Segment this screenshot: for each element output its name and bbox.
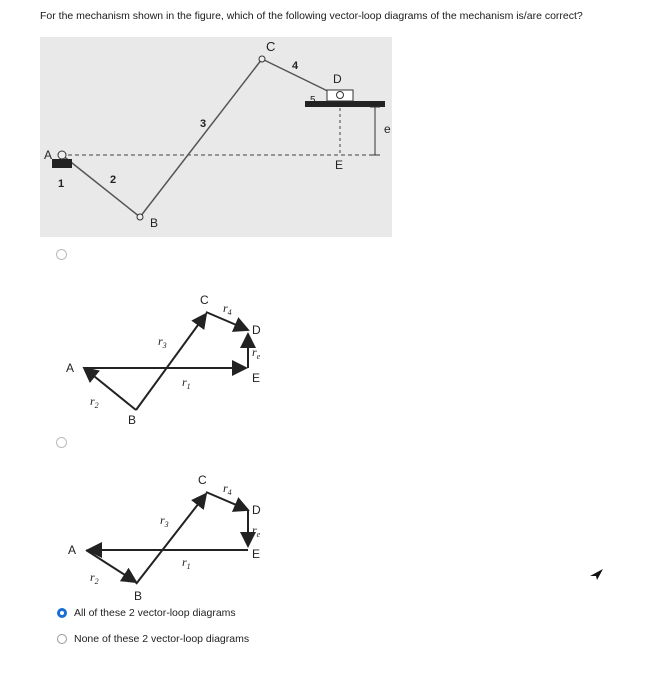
option-all-radio[interactable]	[57, 608, 67, 618]
d1-r2-label: $r_2$	[90, 394, 99, 410]
option-all-label: All of these 2 vector-loop diagrams	[74, 607, 236, 619]
mechanism-figure	[40, 37, 392, 237]
d1-point-A: A	[66, 361, 75, 375]
d2-point-E: E	[252, 547, 261, 561]
vector-loop-diagram-1	[60, 290, 310, 430]
option-none-diagrams[interactable]	[57, 633, 249, 645]
d1-point-D: D	[252, 323, 261, 337]
d2-point-B: B	[134, 589, 143, 603]
point-E-label: E	[335, 158, 344, 172]
d1-re-label: $r_e$	[252, 345, 261, 361]
link3-label: 3	[200, 118, 207, 130]
vector-loop-diagram-2	[60, 466, 310, 606]
dimension-e-label: e	[384, 122, 391, 136]
d1-point-C: C	[200, 293, 209, 307]
d1-r3-label: $r_3$	[158, 334, 167, 350]
option-none-label: None of these 2 vector-loop diagrams	[74, 633, 250, 645]
link4-label: 4	[292, 60, 299, 72]
link2-label: 2	[110, 174, 117, 186]
mouse-cursor-icon	[590, 568, 604, 582]
d2-point-A: A	[68, 543, 77, 557]
mechanism-drawing	[40, 37, 392, 237]
option-radio-diagram2[interactable]	[56, 437, 67, 448]
d2-point-D: D	[252, 503, 261, 517]
d2-point-C: C	[198, 473, 207, 487]
option-none-radio[interactable]	[57, 634, 67, 644]
d1-r1-label: $r_1$	[182, 375, 191, 391]
d2-re-label: $r_e$	[252, 523, 261, 539]
point-C-label: C	[266, 39, 276, 54]
point-D-label: D	[333, 72, 342, 86]
link5-label: 5	[310, 95, 316, 106]
question-text: For the mechanism shown in the figure, which of the following vector-loop diagrams of the mechanism is/are correct?	[40, 10, 583, 22]
d1-point-E: E	[252, 371, 261, 385]
d1-point-B: B	[128, 413, 137, 427]
link1-label: 1	[58, 178, 65, 190]
d1-r4-label: $r_4$	[223, 301, 232, 317]
d2-r1-label: $r_1$	[182, 555, 191, 571]
point-A-label: A	[44, 148, 53, 162]
point-B-label: B	[150, 216, 159, 230]
option-radio-diagram1[interactable]	[56, 249, 67, 260]
d2-r3-label: $r_3$	[160, 513, 169, 529]
d2-r2-label: $r_2$	[90, 570, 99, 586]
d2-r4-label: $r_4$	[223, 481, 232, 497]
option-all-diagrams[interactable]	[57, 607, 236, 619]
